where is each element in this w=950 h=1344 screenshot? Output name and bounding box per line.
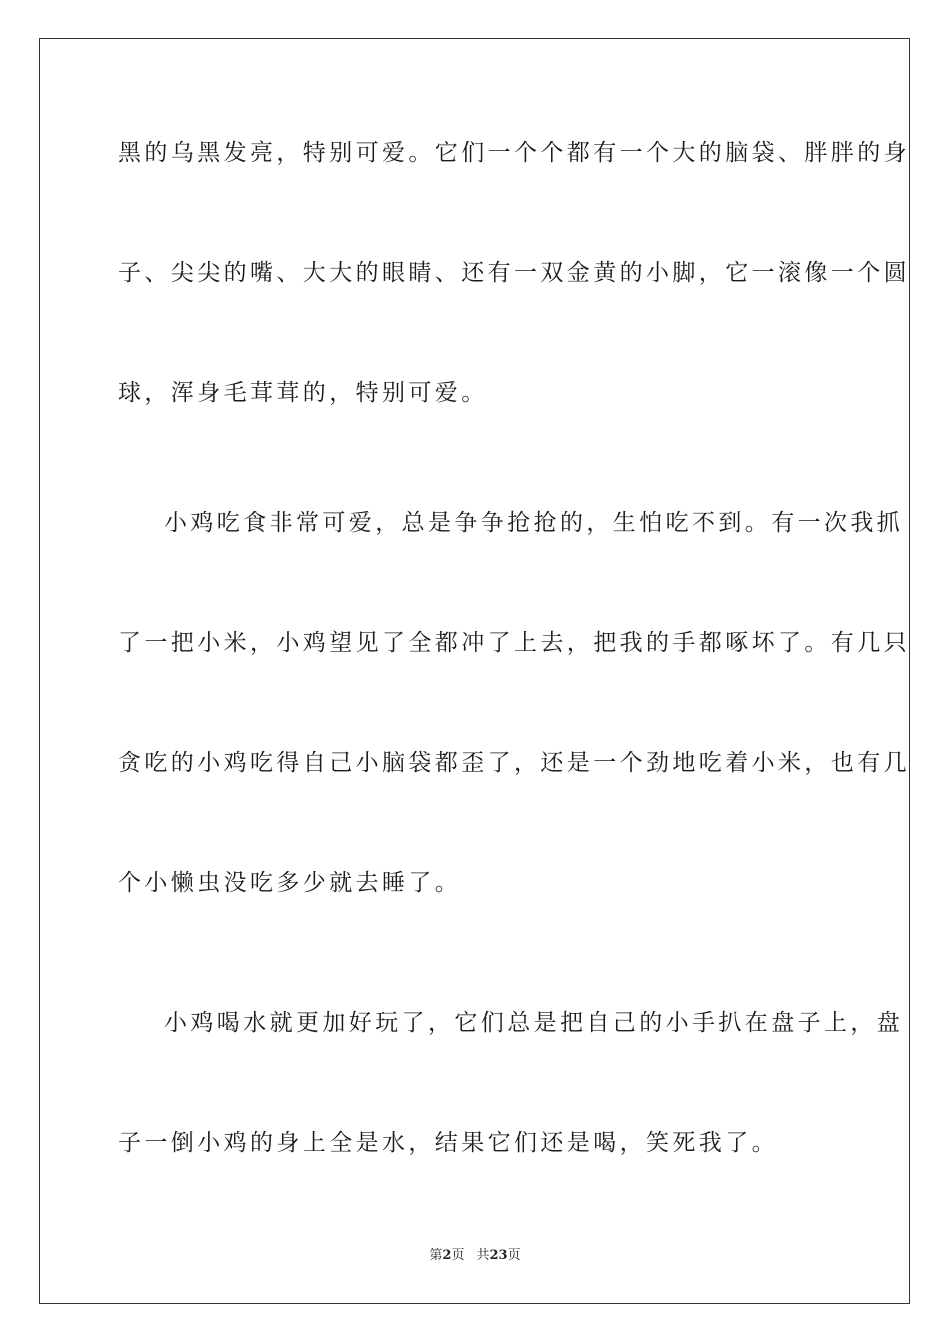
total-pages-indicator <box>476 1248 520 1263</box>
text-line-5: 了一把小米，小鸡望见了全都冲了上去，把我的手都啄坏了。有几只 <box>118 630 910 656</box>
text-line-2: 子、尖尖的嘴、大大的眼睛、还有一双金黄的小脚，它一滚像一个圆 <box>118 260 910 286</box>
text-line-9: 子一倒小鸡的身上全是水，结果它们还是喝，笑死我了。 <box>118 1130 778 1156</box>
text-line-8: 小鸡喝水就更加好玩了，它们总是把自己的小手扒在盘子上，盘 <box>164 1010 904 1036</box>
text-line-4: 小鸡吃食非常可爱，总是争争抢抢的，生怕吃不到。有一次我抓 <box>164 510 904 536</box>
text-line-1: 黑的乌黑发亮，特别可爱。它们一个个都有一个大的脑袋、胖胖的身 <box>118 140 910 166</box>
text-line-3: 球，浑身毛茸茸的，特别可爱。 <box>118 380 488 406</box>
page-frame <box>39 38 910 1304</box>
current-page-suffix: 页 <box>451 1248 465 1263</box>
current-page-prefix: 第 <box>429 1248 443 1263</box>
total-pages-number: 23 <box>489 1248 508 1263</box>
current-page-number: 2 <box>442 1248 452 1263</box>
current-page-indicator <box>429 1248 464 1263</box>
total-pages-suffix: 页 <box>507 1248 521 1263</box>
text-line-7: 个小懒虫没吃多少就去睡了。 <box>118 870 462 896</box>
text-line-6: 贪吃的小鸡吃得自己小脑袋都歪了，还是一个劲地吃着小米，也有几 <box>118 750 910 776</box>
total-pages-prefix: 共 <box>476 1248 490 1263</box>
page-footer <box>0 1247 950 1265</box>
